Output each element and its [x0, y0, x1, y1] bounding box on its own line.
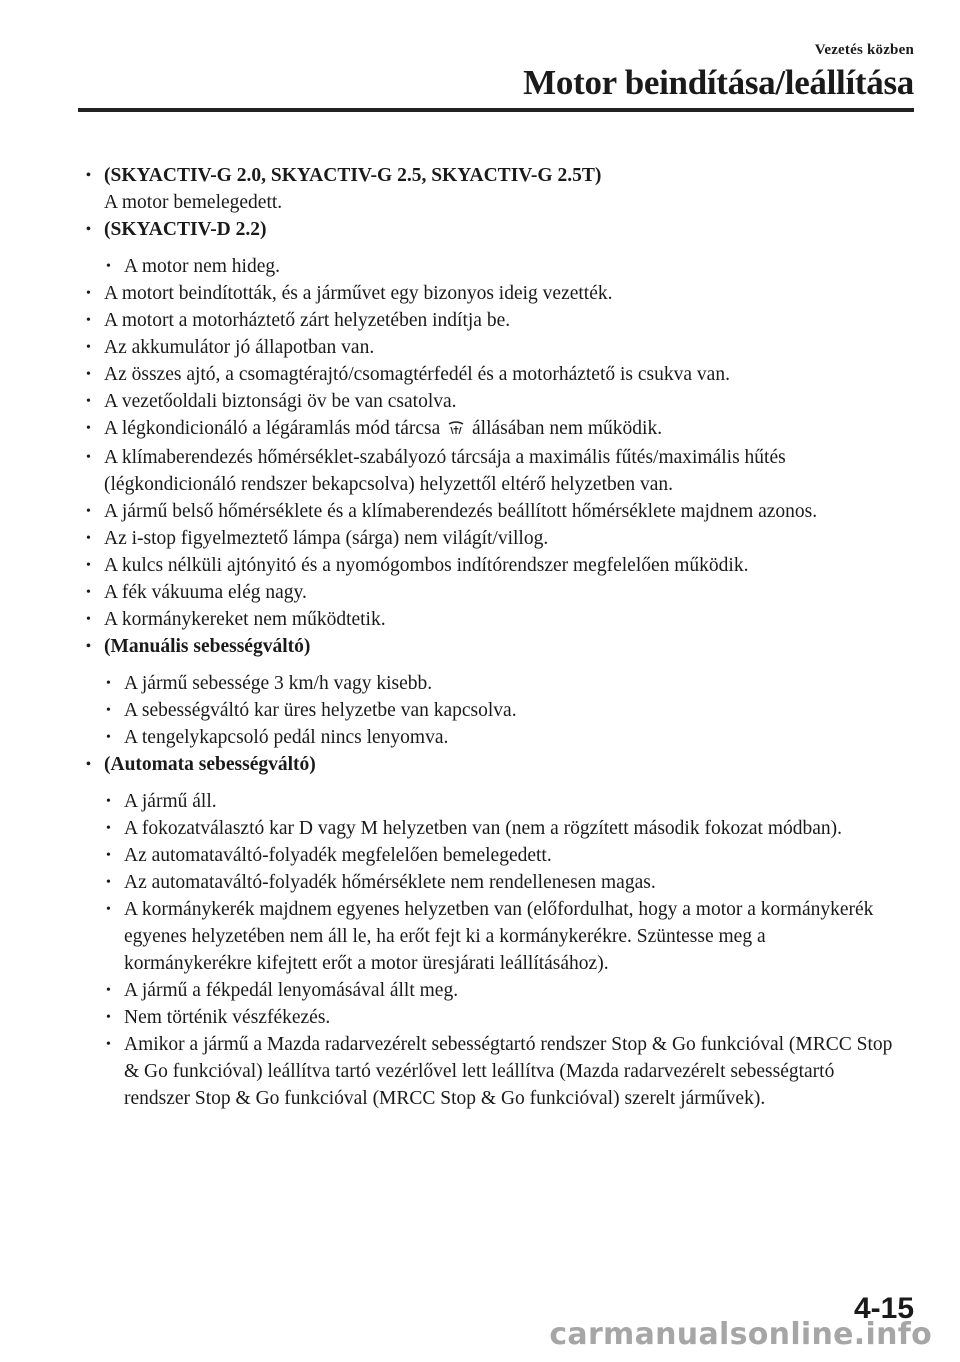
- section-label: Vezetés közben: [814, 42, 914, 58]
- sub-list-item: [106, 697, 896, 724]
- list-item: [86, 498, 896, 525]
- watermark: carmanualsonline.info: [549, 1317, 932, 1352]
- list-item-text: Az akkumulátor jó állapotban van.: [104, 337, 375, 358]
- bullet: •: [106, 794, 111, 809]
- list-item: [86, 579, 896, 606]
- list-item: [86, 162, 896, 189]
- bullet: •: [86, 222, 91, 237]
- list-item: [86, 189, 896, 216]
- sub-list-item: [106, 869, 896, 896]
- sub-list-item: [106, 788, 896, 815]
- list-item-text: (SKYACTIV-G 2.0, SKYACTIV-G 2.5, SKYACTIV-G 2.5T): [104, 165, 602, 186]
- list-item-text: Az i-stop figyelmeztető lámpa (sárga) nem világít/villog.: [104, 528, 549, 549]
- list-item-text: A kormánykereket nem működtetik.: [104, 609, 386, 630]
- list-item-text: A fokozatválasztó kar D vagy M helyzetben van (nem a rögzített második fokozat módban).: [124, 818, 843, 839]
- list-item-text: A motort beindították, és a járművet egy bizonyos ideig vezették.: [104, 283, 613, 304]
- list-item: [86, 388, 896, 415]
- list-item: [86, 552, 896, 579]
- list-item-text: (Manuális sebességváltó): [104, 636, 311, 657]
- bullet: •: [86, 367, 91, 382]
- list-item-text: Amikor a jármű a Mazda radarvezérelt sebességtartó rendszer Stop & Go funkcióval (MRCC Stop & Go funkcióval) leállítva tartó vezérlővel lett leállítva (Mazda radarvezérelt sebességtartó rendszer Stop & Go funkcióval (MRCC Stop & Go funkcióval) szerelt járművek).: [124, 1034, 893, 1109]
- bullet: •: [86, 757, 91, 772]
- bullet: •: [106, 730, 111, 745]
- list-item-text: A jármű sebessége 3 km/h vagy kisebb.: [124, 673, 433, 694]
- bullet: •: [86, 504, 91, 519]
- list-item-text: A jármű áll.: [124, 791, 217, 812]
- sub-list-item: [106, 842, 896, 869]
- bullet: •: [106, 902, 111, 917]
- bullet: •: [106, 703, 111, 718]
- page-number: 4-15: [853, 1292, 914, 1325]
- sub-list-item: [106, 670, 896, 697]
- list-item-text: A légkondicionáló a légáramlás mód tárcsa állásában nem működik.: [104, 418, 662, 439]
- list-item: [86, 633, 896, 660]
- list-item: [86, 415, 896, 444]
- bullet: •: [106, 1010, 111, 1025]
- list-item-text: A motort a motorháztető zárt helyzetében indítja be.: [104, 310, 511, 331]
- bullet: •: [86, 421, 91, 436]
- list-item-text: Az összes ajtó, a csomagtérajtó/csomagtérfedél és a motorháztető is csukva van.: [104, 364, 730, 385]
- page-title: Motor beindítása/leállítása: [523, 63, 914, 102]
- bullet: •: [86, 313, 91, 328]
- list-item-text: A jármű belső hőmérséklete és a klímaberendezés beállított hőmérséklete majdnem azonos.: [104, 501, 818, 522]
- list-item-text: A vezetőoldali biztonsági öv be van csatolva.: [104, 391, 457, 412]
- sub-list-item: [106, 896, 896, 977]
- list-item: [86, 216, 896, 243]
- bullet: •: [86, 394, 91, 409]
- list-gap: [86, 243, 896, 253]
- list-item-text: A tengelykapcsoló pedál nincs lenyomva.: [124, 727, 449, 748]
- sub-list-item: [106, 1031, 896, 1112]
- bullet: •: [86, 340, 91, 355]
- bullet: •: [86, 531, 91, 546]
- bullet: •: [86, 558, 91, 573]
- list-item-text: A kulcs nélküli ajtónyitó és a nyomógombos indítórendszer megfelelően működik.: [104, 555, 749, 576]
- list-item: [86, 361, 896, 388]
- list-item: [86, 606, 896, 633]
- bullet-list: [86, 162, 896, 1112]
- bullet: •: [86, 639, 91, 654]
- list-item-text: (Automata sebességváltó): [104, 754, 316, 775]
- sub-list-item: [106, 724, 896, 751]
- list-item: [86, 444, 896, 498]
- bullet: •: [86, 585, 91, 600]
- sub-list-item: [106, 1004, 896, 1031]
- list-item: [86, 525, 896, 552]
- bullet: •: [106, 875, 111, 890]
- page-header: [523, 42, 914, 103]
- list-item-text: Az automataváltó-folyadék hőmérséklete nem rendellenesen magas.: [124, 872, 656, 893]
- list-item: [86, 334, 896, 361]
- bullet: •: [106, 983, 111, 998]
- list-item-text: A kormánykerék majdnem egyenes helyzetben van (előfordulhat, hogy a motor a kormánykerék egyenes helyzetében nem áll le, ha erőt fejt ki a kormánykerékre. Szüntesse meg a kormánykerékre kifejtett erőt a motor üresjárati leállításához).: [124, 899, 874, 974]
- list-item: [86, 280, 896, 307]
- sub-list-item: [106, 253, 896, 280]
- bullet: •: [106, 676, 111, 691]
- list-item-text: (SKYACTIV-D 2.2): [104, 219, 267, 240]
- list-item-text: A motor bemelegedett.: [104, 192, 283, 213]
- bullet: •: [106, 821, 111, 836]
- list-item-text: Az automataváltó-folyadék megfelelően bemelegedett.: [124, 845, 552, 866]
- bullet: •: [106, 259, 111, 274]
- list-item-text: A motor nem hideg.: [124, 256, 280, 277]
- list-item-text: A klímaberendezés hőmérséklet-szabályozó tárcsája a maximális fűtés/maximális hűtés (légkondicionáló rendszer bekapcsolva) helyzettől eltérő helyzetben van.: [104, 447, 786, 495]
- bullet: •: [86, 286, 91, 301]
- list-gap: [86, 778, 896, 788]
- bullet: •: [86, 612, 91, 627]
- bullet: •: [86, 168, 91, 183]
- list-item-text: A sebességváltó kar üres helyzetbe van kapcsolva.: [124, 700, 517, 721]
- list-item: [86, 307, 896, 334]
- list-item: [86, 751, 896, 778]
- list-item-text: Nem történik vészfékezés.: [124, 1007, 331, 1028]
- defroster-icon: [447, 417, 465, 444]
- list-item-text: A jármű a fékpedál lenyomásával állt meg.: [124, 980, 459, 1001]
- sub-list-item: [106, 815, 896, 842]
- list-gap: [86, 660, 896, 670]
- bullet: •: [106, 1037, 111, 1052]
- bullet: •: [106, 848, 111, 863]
- header-divider: [78, 108, 914, 112]
- list-item-text: A fék vákuuma elég nagy.: [104, 582, 307, 603]
- sub-list-item: [106, 977, 896, 1004]
- bullet: •: [86, 450, 91, 465]
